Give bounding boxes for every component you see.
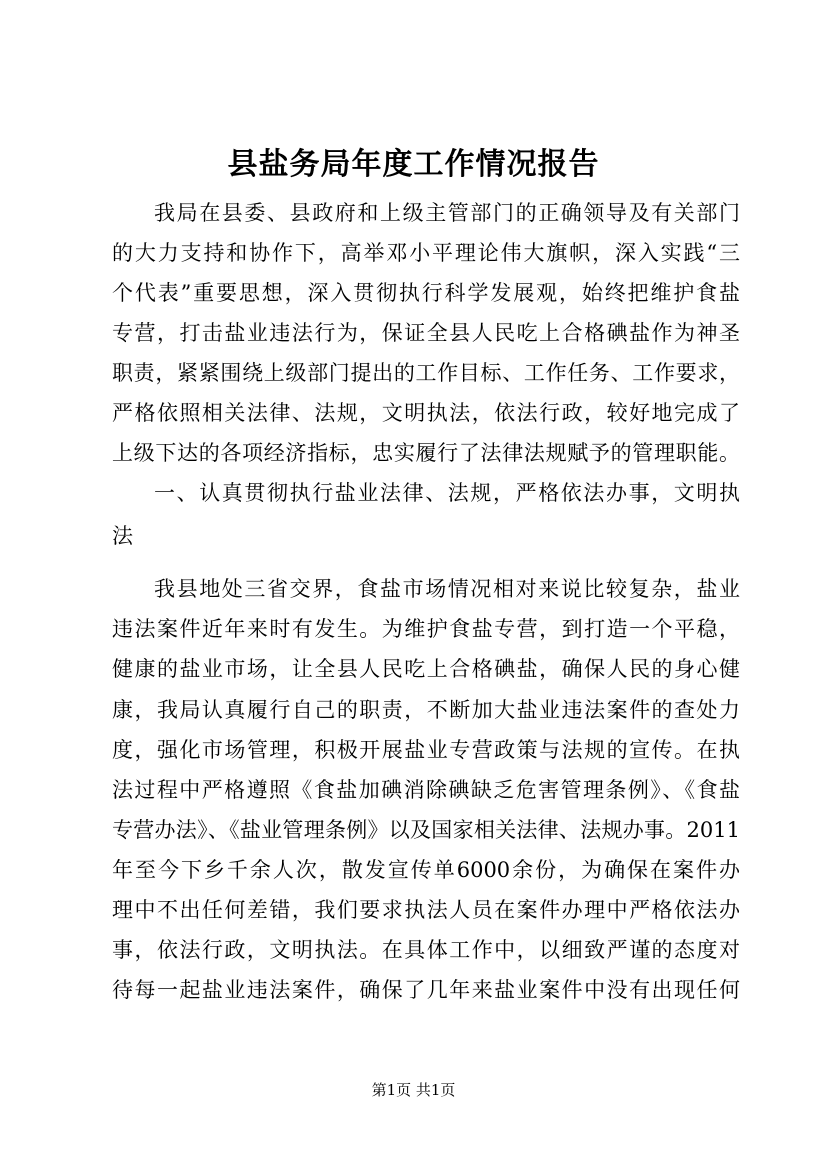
paragraph-2-line: 法过程中严格遵照《食盐加碘消除碘缺乏危害管理条例》、《食盐 <box>112 778 740 802</box>
paragraph-2-line: 我县地处三省交界，食盐市场情况相对来说比较复杂，盐业 <box>154 577 740 601</box>
paragraph-1-line: 个代表”重要思想，深入贯彻执行科学发展观，始终把维护食盐 <box>112 281 740 305</box>
paragraph-1-line: 职责，紧紧围绕上级部门提出的工作目标、工作任务、工作要求， <box>112 361 740 385</box>
section-heading-line: 一、认真贯彻执行盐业法律、法规，严格依法办事，文明执 <box>154 481 740 505</box>
paragraph-2-line: 专营办法》、《盐业管理条例》以及国家相关法律、法规办事。2011 <box>112 818 740 842</box>
paragraph-1-line: 的大力支持和协作下，高举邓小平理论伟大旗帜，深入实践“三 <box>112 241 740 265</box>
paragraph-1-line: 严格依照相关法律、法规，文明执法，依法行政，较好地完成了 <box>112 401 740 425</box>
paragraph-1-line: 我局在县委、县政府和上级主管部门的正确领导及有关部门 <box>154 201 740 225</box>
paragraph-2-line: 事，依法行政，文明执法。在具体工作中，以细致严谨的态度对 <box>112 938 740 962</box>
section-heading-line: 法 <box>112 524 133 548</box>
paragraph-1-line: 上级下达的各项经济指标，忠实履行了法律法规赋予的管理职能。 <box>112 441 740 465</box>
page-footer: 第1页 共1页 <box>371 1081 456 1099</box>
document-title: 县盐务局年度工作情况报告 <box>227 147 600 182</box>
paragraph-2-line: 康，我局认真履行自己的职责，不断加大盐业违法案件的查处力 <box>112 698 740 722</box>
paragraph-2-line: 理中不出任何差错，我们要求执法人员在案件办理中严格依法办 <box>112 898 740 922</box>
paragraph-1-line: 专营，打击盐业违法行为，保证全县人民吃上合格碘盐作为神圣 <box>112 321 740 345</box>
paragraph-2-line: 待每一起盐业违法案件，确保了几年来盐业案件中没有出现任何 <box>112 978 740 1002</box>
paragraph-2-line: 健康的盐业市场，让全县人民吃上合格碘盐，确保人民的身心健 <box>112 657 740 681</box>
paragraph-2-line: 年至今下乡千余人次，散发宣传单6000余份，为确保在案件办 <box>112 858 740 882</box>
paragraph-2-line: 度，强化市场管理，积极开展盐业专营政策与法规的宣传。在执 <box>112 738 740 762</box>
paragraph-2-line: 违法案件近年来时有发生。为维护食盐专营，到打造一个平稳， <box>112 617 740 641</box>
